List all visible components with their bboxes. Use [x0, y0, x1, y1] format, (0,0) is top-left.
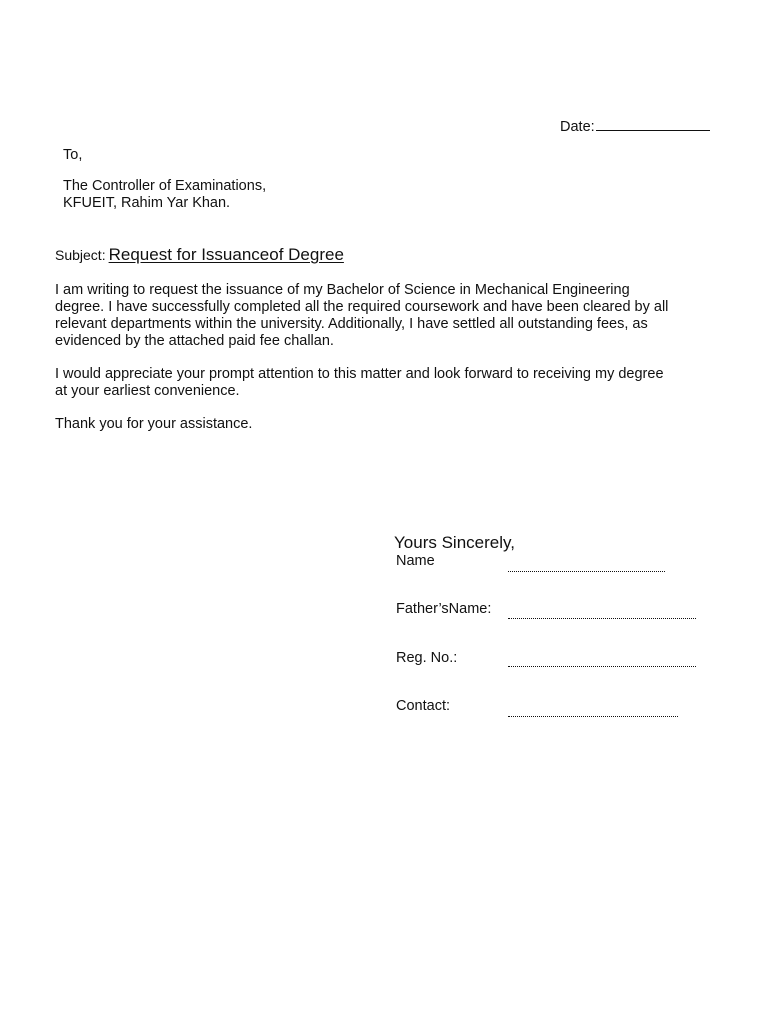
salutation: To, [63, 147, 83, 163]
reg-no-blank-line [508, 666, 696, 667]
body-line: evidenced by the attached paid fee challan. [55, 333, 334, 349]
body-line: I would appreciate your prompt attention to this matter and look forward to receiving my degree [55, 366, 664, 382]
subject-label: Subject: [55, 247, 106, 263]
subject-text: Request for Issuanceof Degree [108, 245, 344, 264]
body-line: Thank you for your assistance. [55, 416, 253, 432]
body-paragraph-2 [55, 366, 720, 400]
name-blank-line [508, 571, 665, 572]
body-line: I am writing to request the issuance of my Bachelor of Science in Mechanical Engineering [55, 282, 630, 298]
name-label: Name [396, 553, 435, 569]
body-paragraph-1 [55, 282, 720, 350]
closing: Yours Sincerely, [394, 533, 515, 552]
recipient-line-1: The Controller of Examinations, [63, 178, 267, 194]
body-paragraph-3 [55, 416, 720, 433]
contact-label: Contact: [396, 698, 450, 714]
father-name-label: Father’sName: [396, 601, 492, 617]
date-field [560, 115, 710, 135]
date-label: Date: [560, 119, 595, 135]
body-line: relevant departments within the university. Additionally, I have settled all outstanding fees, as [55, 316, 648, 332]
contact-blank-line [508, 716, 678, 717]
father-name-blank-line [508, 618, 696, 619]
body-line: at your earliest convenience. [55, 383, 240, 399]
date-blank-line [596, 115, 710, 131]
subject-row [55, 245, 344, 265]
body-line: degree. I have successfully completed all the required coursework and have been cleared by all [55, 299, 669, 315]
recipient-line-2: KFUEIT, Rahim Yar Khan. [63, 195, 231, 211]
reg-no-label: Reg. No.: [396, 650, 458, 666]
